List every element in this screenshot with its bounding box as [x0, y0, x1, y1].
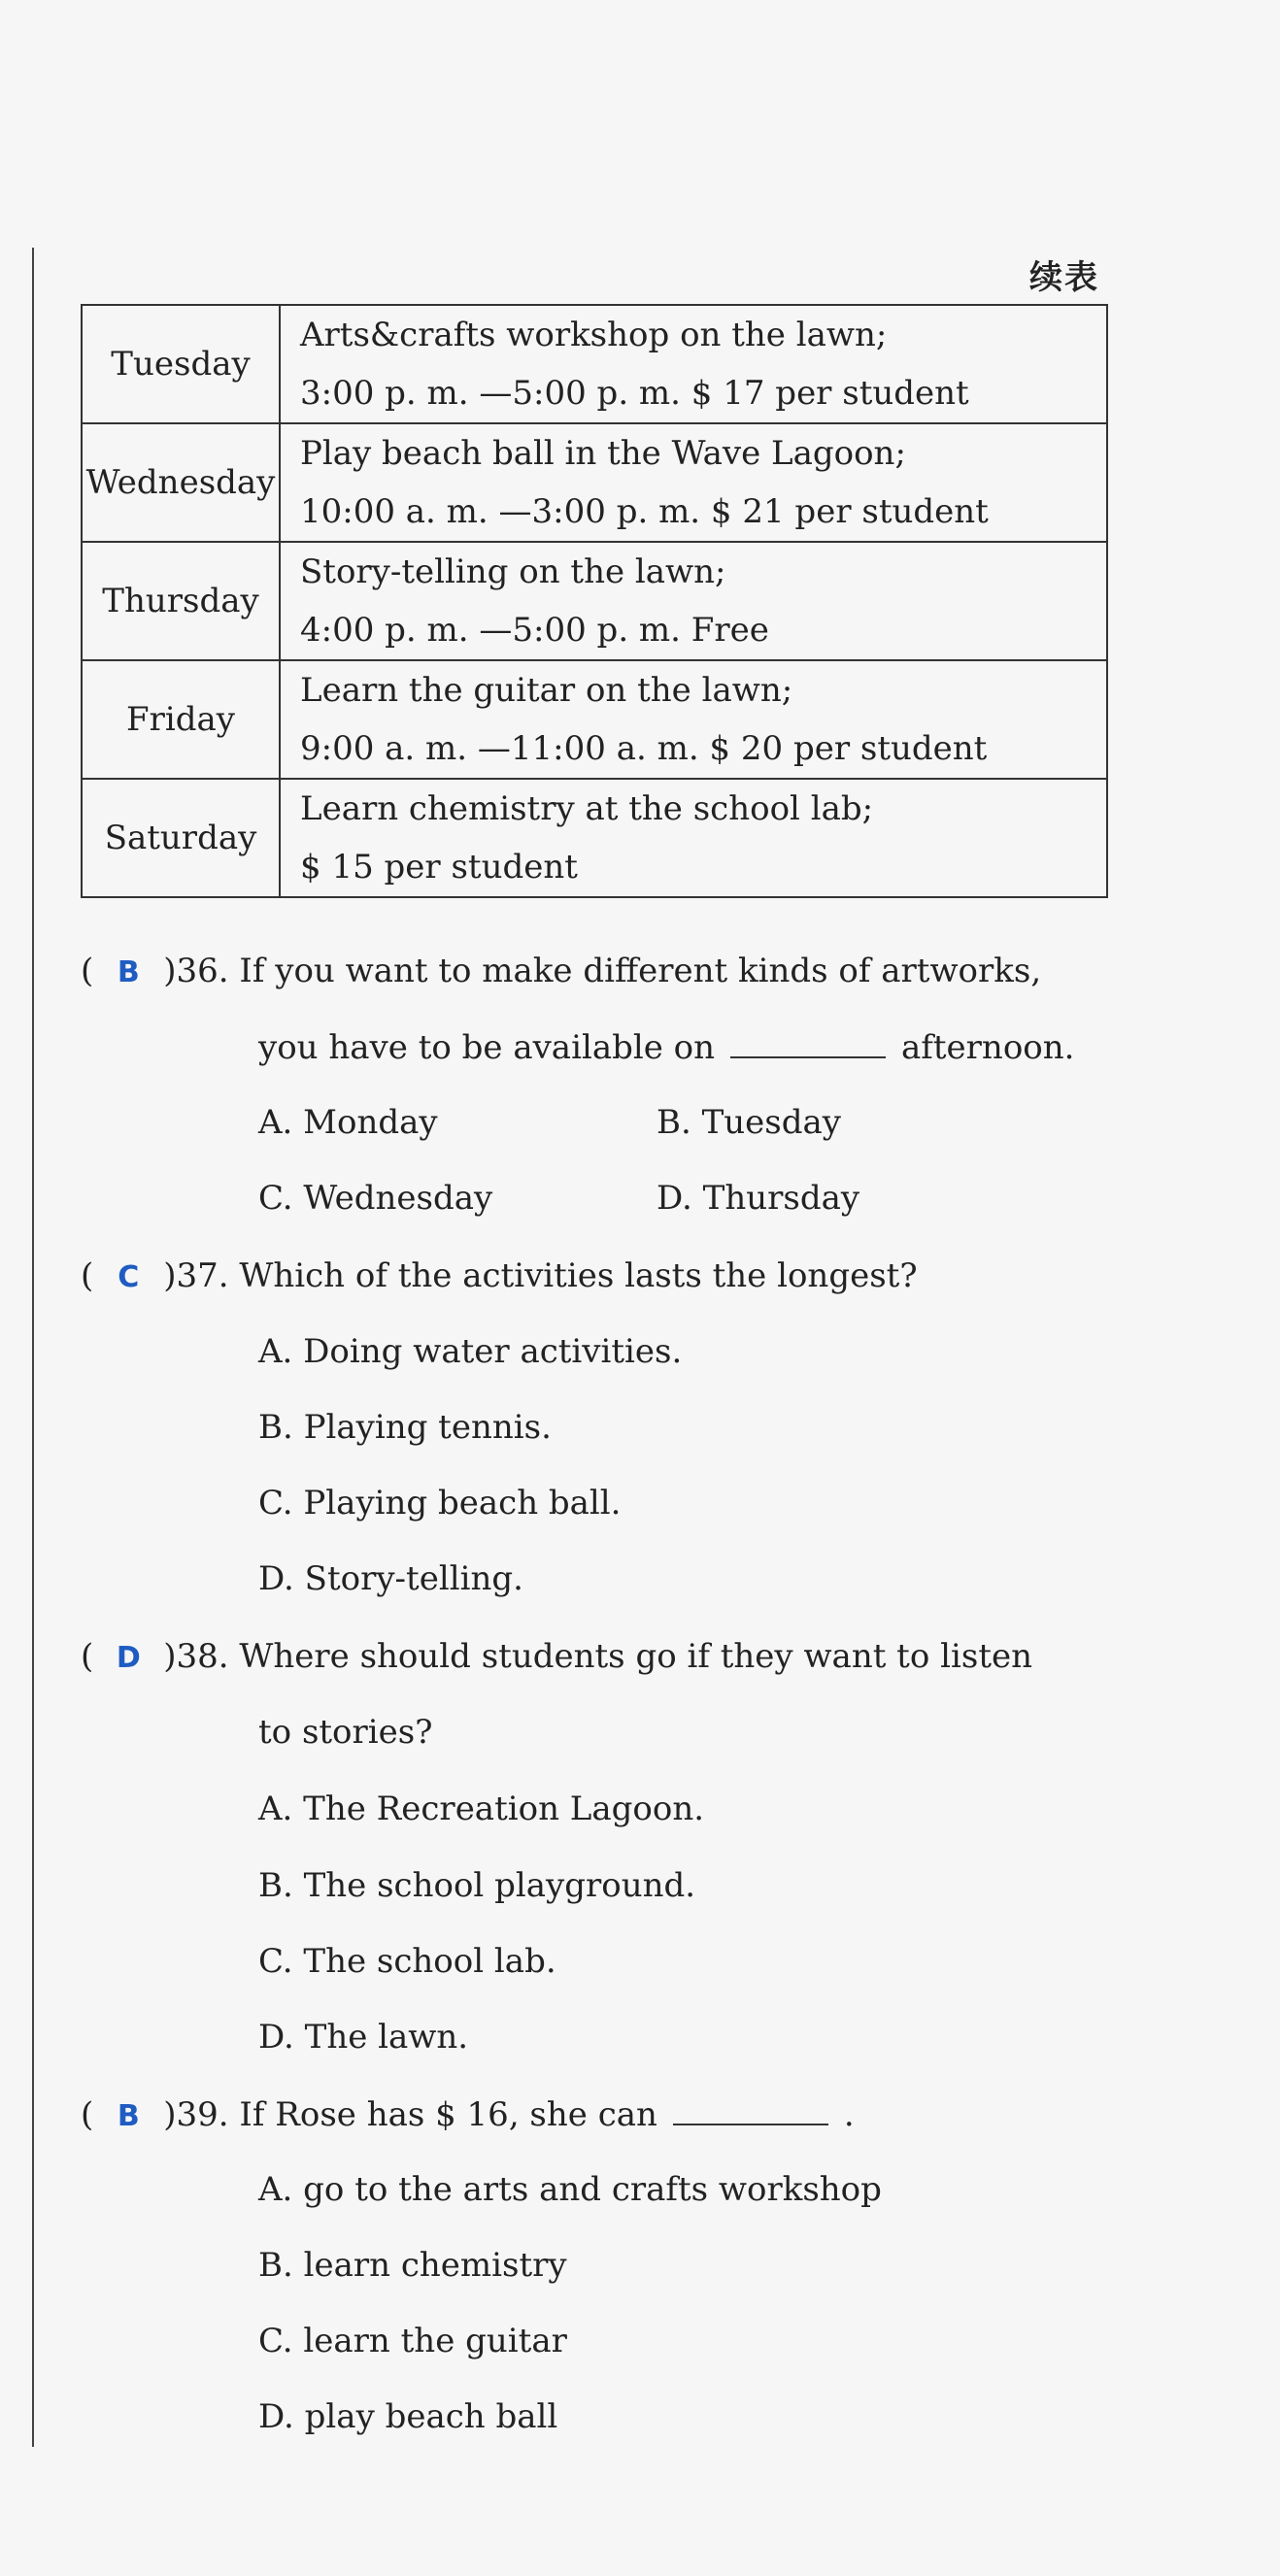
question-37: ( C )37. Which of the activities lasts the longest? [81, 1256, 918, 1295]
question-number: 37. [176, 1256, 229, 1295]
question-38: ( D )38. Where should students go if they want to listen [81, 1637, 1033, 1676]
question-text-continued [258, 1027, 1074, 1067]
activity-time-price: $ 15 per student [300, 848, 578, 887]
day-cell: Wednesday [82, 423, 280, 542]
activity-time-price: 10:00 a. m. —3:00 p. m. $ 21 per student [300, 492, 989, 531]
question-36: ( B )36. If you want to make different kinds of artworks, [81, 952, 1042, 990]
question-text: Which of the activities lasts the longest? [239, 1256, 918, 1295]
day-cell: Thursday [82, 542, 280, 660]
activity-cell [280, 423, 1107, 542]
option-b: B. Playing tennis. [258, 1408, 552, 1447]
option-a: A. Monday [258, 1103, 438, 1142]
answer-blank [673, 2094, 828, 2125]
option-d: D. play beach ball [258, 2397, 558, 2436]
activity-cell [280, 305, 1107, 423]
day-cell: Friday [82, 660, 280, 779]
activity-text: Learn chemistry at the school lab; [300, 789, 874, 828]
table-row [82, 542, 1107, 660]
answer-mark: D [116, 1641, 141, 1675]
activity-cell [280, 660, 1107, 779]
activity-text: Story-telling on the lawn; [300, 552, 726, 591]
table-row [82, 779, 1107, 897]
answer-mark: B [117, 955, 140, 989]
option-b: B. learn chemistry [258, 2246, 567, 2285]
question-text-continued: to stories? [258, 1713, 433, 1752]
activity-time-price: 4:00 p. m. —5:00 p. m. Free [300, 611, 769, 650]
question-number: 38. [176, 1637, 229, 1676]
option-a: A. go to the arts and crafts workshop [258, 2170, 882, 2209]
activity-schedule-table [81, 304, 1108, 898]
option-b: B. Tuesday [657, 1103, 841, 1142]
option-d: D. Thursday [657, 1179, 860, 1218]
margin-line [32, 248, 34, 2447]
option-a: A. Doing water activities. [258, 1332, 683, 1371]
table-row [82, 423, 1107, 542]
answer-blank [730, 1027, 886, 1058]
activity-text: Learn the guitar on the lawn; [300, 671, 793, 710]
option-c: C. The school lab. [258, 1942, 556, 1981]
question-number: 39. [176, 2095, 229, 2134]
option-d: D. Story-telling. [258, 1559, 523, 1598]
option-b: B. The school playground. [258, 1866, 696, 1905]
question-text: Where should students go if they want to listen [239, 1637, 1033, 1676]
table-row [82, 660, 1107, 779]
option-c: C. Wednesday [258, 1179, 493, 1218]
activity-time-price: 3:00 p. m. —5:00 p. m. $ 17 per student [300, 374, 969, 413]
day-cell: Saturday [82, 779, 280, 897]
option-c: C. Playing beach ball. [258, 1484, 622, 1522]
option-a: A. The Recreation Lagoon. [258, 1790, 705, 1828]
activity-cell [280, 779, 1107, 897]
question-text: If you want to make different kinds of artworks, [239, 952, 1042, 990]
question-text: If Rose has $ 16, she can [239, 2095, 657, 2134]
continued-table-label: 续表 [1029, 258, 1099, 297]
activity-text: Arts&crafts workshop on the lawn; [300, 316, 888, 354]
question-text-part: you have to be available on [258, 1028, 716, 1067]
day-cell: Tuesday [82, 305, 280, 423]
option-c: C. learn the guitar [258, 2322, 567, 2360]
answer-mark: B [117, 2099, 140, 2133]
activity-time-price: 9:00 a. m. —11:00 a. m. $ 20 per student [300, 729, 988, 768]
table-row [82, 305, 1107, 423]
answer-mark: C [118, 1260, 140, 1294]
question-39: ( B )39. If Rose has $ 16, she can . [81, 2095, 855, 2134]
activity-cell [280, 542, 1107, 660]
question-number: 36. [176, 952, 229, 990]
option-d: D. The lawn. [258, 2018, 469, 2057]
question-text-part: afternoon. [901, 1028, 1075, 1067]
question-text-end: . [843, 2095, 855, 2134]
activity-text: Play beach ball in the Wave Lagoon; [300, 434, 906, 473]
